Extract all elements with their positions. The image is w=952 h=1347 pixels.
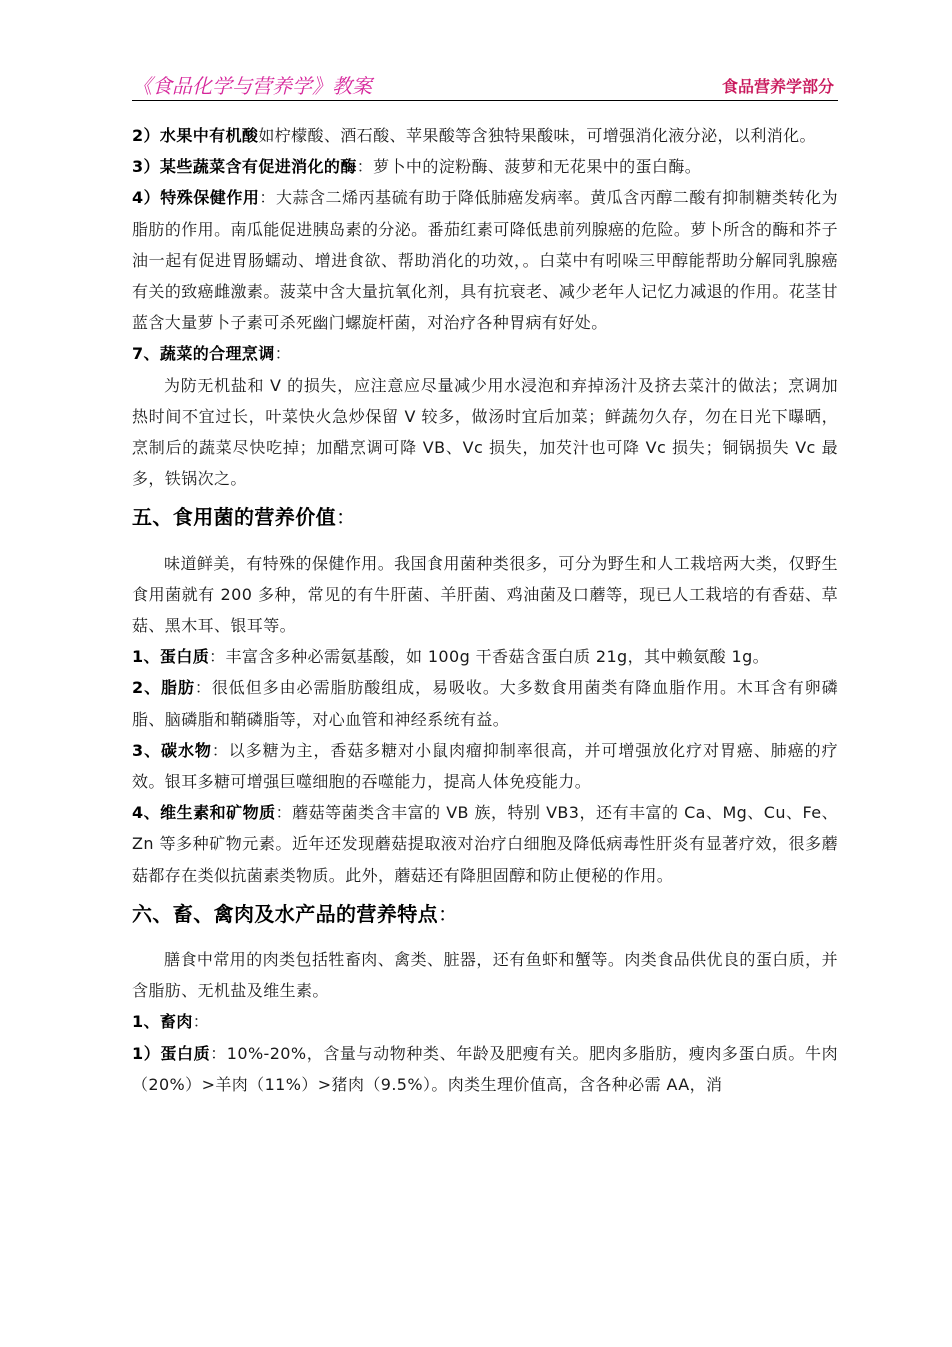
paragraph-health-effects	[132, 182, 838, 338]
item-text: ：	[274, 344, 292, 364]
item-heading: 3）某些蔬菜含有促进消化的酶	[132, 157, 357, 177]
item-heading: 4）特殊保健作用	[132, 188, 260, 208]
paragraph-fungi-protein	[132, 641, 838, 672]
item-heading: 1、蛋白质	[132, 647, 210, 667]
paragraph-cooking-body: 为防无机盐和 V 的损失，应注意应尽量减少用水浸泡和弃掉汤汁及挤去菜汁的做法；烹调加热时间不宜过长，叶菜快火急炒保留 V 较多，做汤时宜后加菜；鲜蔬勿久存，勿在日光下曝晒，烹制后的蔬菜尽快吃掉；加醋烹调可降 VB、Vc 损失，加芡汁也可降 Vc 损失；铜锅损失 Vc 最多，铁锅次之。	[132, 375, 838, 489]
item-text: ：蘑菇等菌类含丰富的 VB 族，特别 VB3，还有丰富的 Ca、Mg、Cu、Fe、Zn 等多种矿物元素。近年还发现蘑菇提取液对治疗白细胞及降低病毒性肝炎有显著疗效，很多蘑菇都存在类似抗菌素类物质。此外，蘑菇还有降胆固醇和防止便秘的作用。	[132, 803, 838, 885]
paragraph-fungi-fat	[132, 672, 838, 734]
item-heading: 2）水果中有机酸	[132, 126, 259, 145]
section-label: 食品营养学部分	[721, 77, 834, 96]
section-title-suffix: ：	[336, 505, 357, 530]
section-title: 五、食用菌的营养价值	[132, 505, 336, 530]
item-text: 如柠檬酸、酒石酸、苹果酸等含独特果酸味，可增强消化液分泌，以利消化。	[258, 126, 816, 145]
item-text: ：大蒜含二烯丙基硫有助于降低肺癌发病率。黄瓜含丙醇二酸有抑制糖类转化为脂肪的作用。南瓜能促进胰岛素的分泌。番茄红素可降低患前列腺癌的危险。萝卜所含的酶和芥子油一起有促进胃肠蠕动、增进食欲、帮助消化的功效，。白菜中有吲哚三甲醇能帮助分解同乳腺癌有关的致癌雌激素。菠菜中含大量抗氧化剂，具有抗衰老、减少老年人记忆力减退的作用。花茎甘蓝含大量萝卜子素可杀死幽门螺旋杆菌，对治疗各种胃病有好处。	[132, 188, 838, 333]
item-text: ：萝卜中的淀粉酶、菠萝和无花果中的蛋白酶。	[356, 157, 702, 177]
item-text: ：以多糖为主，香菇多糖对小鼠肉瘤抑制率很高，并可增强放化疗对胃癌、肺癌的疗效。银耳多糖可增强巨噬细胞的吞噬能力，提高人体免疫能力。	[132, 740, 838, 792]
item-heading: 7、蔬菜的合理烹调	[132, 344, 275, 364]
document-body	[132, 120, 838, 1100]
section-title: 六、畜、禽肉及水产品的营养特点	[132, 901, 438, 926]
paragraph-livestock-heading	[132, 1006, 838, 1037]
item-heading: 2、脂肪	[132, 678, 195, 698]
paragraph-fungi-carbs	[132, 735, 838, 797]
page-header	[132, 68, 838, 101]
paragraph-cooking-heading	[132, 338, 838, 369]
item-heading: 1）蛋白质	[132, 1043, 211, 1063]
item-heading: 1、畜肉	[132, 1012, 193, 1032]
section-title-suffix: ：	[438, 901, 459, 926]
item-text: ：	[192, 1012, 210, 1032]
section-heading-6	[132, 899, 838, 930]
item-heading: 4、维生素和矿物质	[132, 803, 276, 823]
paragraph-fruit-acid	[132, 120, 838, 151]
paragraph-fungi-intro: 味道鲜美，有特殊的保健作用。我国食用菌种类很多，可分为野生和人工栽培两大类，仅野生食用菌就有 200 多种，常见的有牛肝菌、羊肝菌、鸡油菌及口蘑等，现已人工栽培的有香菇、草菇、黑木耳、银耳等。	[132, 553, 838, 636]
item-text: ：10%-20%，含量与动物种类、年龄及肥瘦有关。肥肉多脂肪，瘦肉多蛋白质。牛肉（20%）>羊肉（11%）>猪肉（9.5%）。肉类生理价值高，含各种必需 AA，消	[132, 1043, 838, 1094]
item-heading: 3、碳水物	[132, 740, 212, 760]
item-text: ：丰富含多种必需氨基酸，如 100g 干香菇含蛋白质 21g，其中赖氨酸 1g。	[209, 647, 770, 667]
item-text: ：很低但多由必需脂肪酸组成，易吸收。大多数食用菌类有降血脂作用。木耳含有卵磷脂、脑磷脂和鞘磷脂等，对心血管和神经系统有益。	[132, 678, 839, 729]
paragraph-meat-protein	[132, 1038, 838, 1100]
course-title: 《食品化学与营养学》教案	[132, 74, 372, 98]
section-heading-5	[132, 502, 838, 533]
paragraph-digestive-enzymes	[132, 151, 838, 182]
paragraph-fungi-vitamins	[132, 797, 838, 891]
paragraph-meat-intro: 膳食中常用的肉类包括牲畜肉、禽类、脏器，还有鱼虾和蟹等。肉类食品供优良的蛋白质，并含脂肪、无机盐及维生素。	[132, 950, 838, 1001]
